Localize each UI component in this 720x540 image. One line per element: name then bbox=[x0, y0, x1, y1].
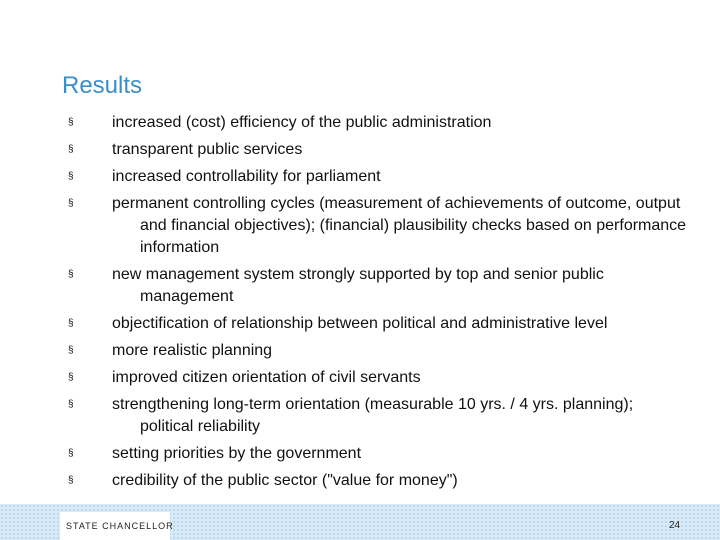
bullet-text: credibility of the public sector ("value for money") bbox=[112, 472, 458, 489]
bullet-item bbox=[68, 193, 688, 259]
bullet-item bbox=[68, 367, 688, 389]
bullet-marker-icon: § bbox=[68, 448, 74, 459]
bullet-text: objectification of relationship between political and administrative level bbox=[112, 315, 608, 332]
bullet-item bbox=[68, 340, 688, 362]
bullet-item bbox=[68, 394, 688, 438]
bullet-item bbox=[68, 470, 688, 492]
bullet-text: new management system strongly supported by top and senior public management bbox=[112, 266, 604, 305]
bullet-marker-icon: § bbox=[68, 399, 74, 410]
bullet-text: increased controllability for parliament bbox=[112, 168, 381, 185]
bullet-text: increased (cost) efficiency of the public administration bbox=[112, 114, 492, 131]
bullet-marker-icon: § bbox=[68, 318, 74, 329]
bullet-item bbox=[68, 313, 688, 335]
footer-label: STATE CHANCELLOR bbox=[66, 521, 174, 531]
bullet-marker-icon: § bbox=[68, 144, 74, 155]
results-bullet-list bbox=[68, 112, 688, 497]
bullet-text: transparent public services bbox=[112, 141, 303, 158]
page-number: 24 bbox=[669, 520, 681, 531]
bullet-item bbox=[68, 443, 688, 465]
bullet-item bbox=[68, 139, 688, 161]
bullet-marker-icon: § bbox=[68, 345, 74, 356]
bullet-item bbox=[68, 166, 688, 188]
bullet-marker-icon: § bbox=[68, 198, 74, 209]
bullet-item bbox=[68, 112, 688, 134]
bullet-marker-icon: § bbox=[68, 269, 74, 280]
bullet-marker-icon: § bbox=[68, 372, 74, 383]
bullet-text: setting priorities by the government bbox=[112, 445, 362, 462]
bullet-marker-icon: § bbox=[68, 475, 74, 486]
slide-title: Results bbox=[62, 72, 143, 100]
bullet-marker-icon: § bbox=[68, 117, 74, 128]
bullet-marker-icon: § bbox=[68, 171, 74, 182]
bullet-text: strengthening long-term orientation (measurable 10 yrs. / 4 yrs. planning); political reliability bbox=[112, 396, 634, 435]
bullet-text: improved citizen orientation of civil servants bbox=[112, 369, 421, 386]
bullet-item bbox=[68, 264, 688, 308]
bullet-text: permanent controlling cycles (measurement of achievements of outcome, output and financial objectives); (financial) plausibility checks based on performance information bbox=[112, 195, 687, 256]
bullet-text: more realistic planning bbox=[112, 342, 273, 359]
